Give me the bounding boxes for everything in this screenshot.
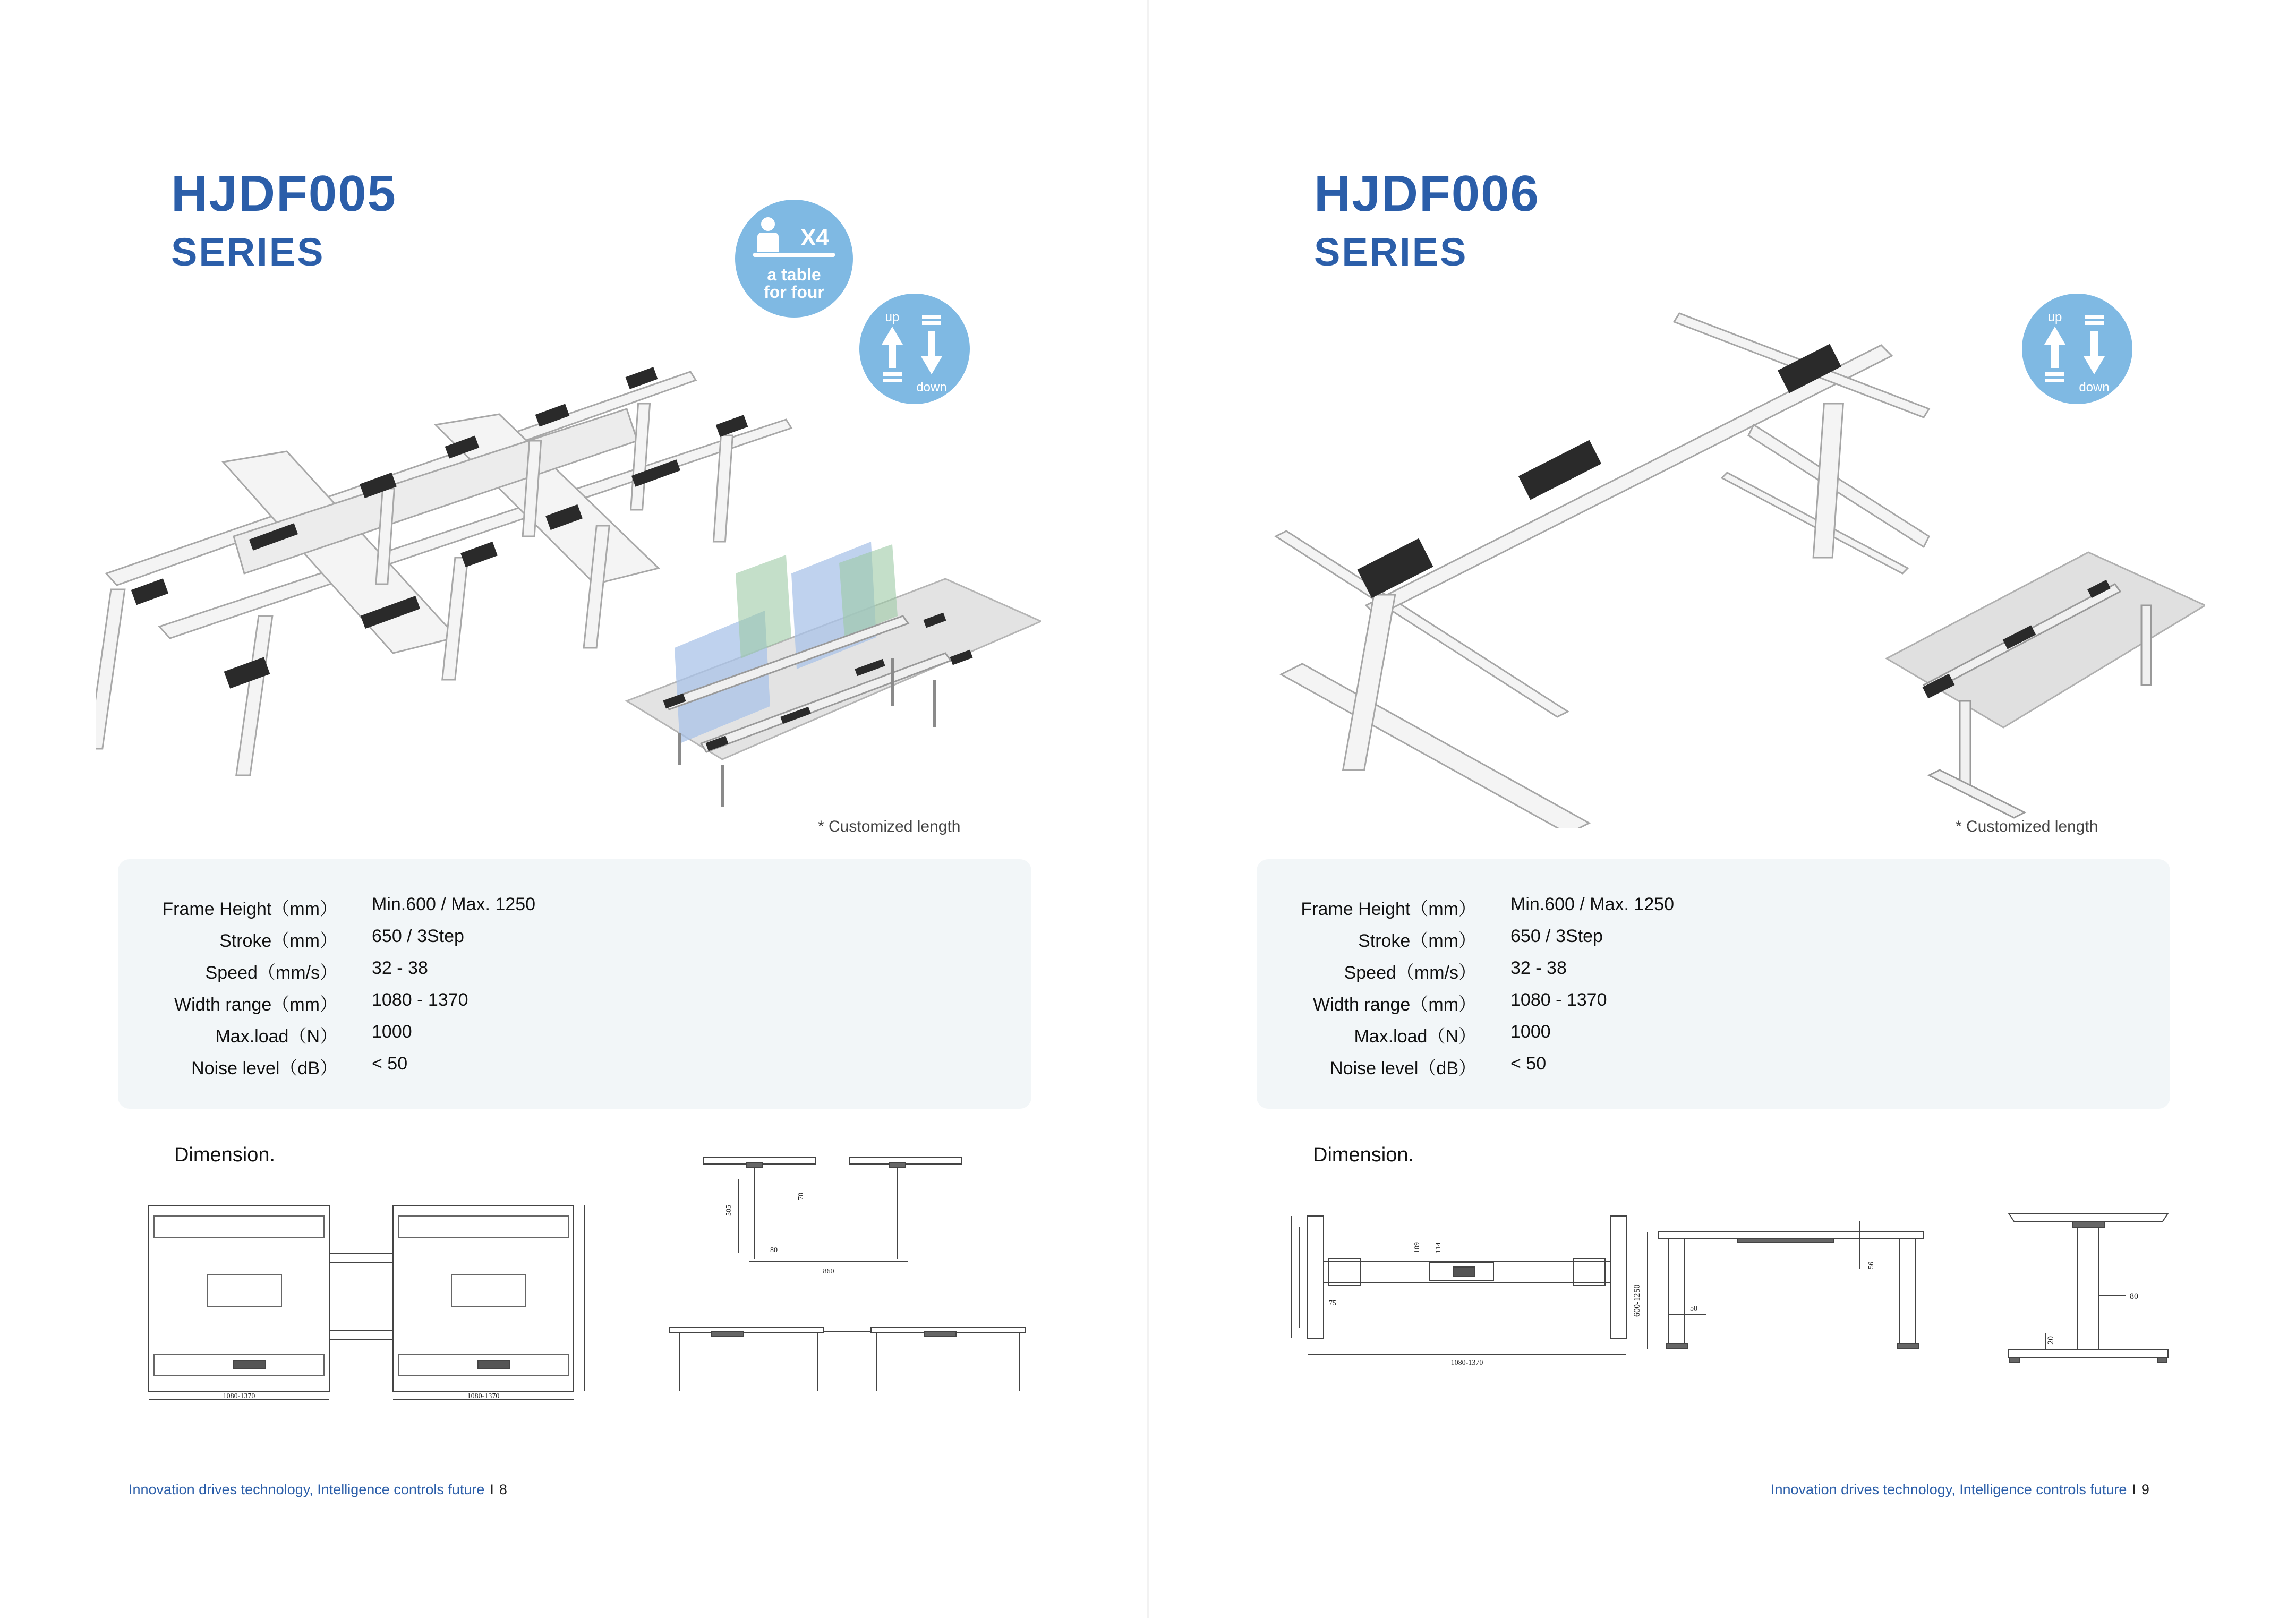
spec-label: Speed（mm/s） [205,963,338,983]
dimension-front-drawing [1600,1211,1940,1381]
spec-row [1257,958,2170,989]
dimension-front-drawing [659,1317,1030,1402]
page-number: 9 [2141,1482,2149,1497]
dimension-heading: Dimension. [174,1144,276,1166]
spec-value: 650 / 3Step [372,926,464,946]
model-title: HJDF006 [1314,165,1540,222]
up-label: up [2047,310,2062,324]
customized-length-note: * Customized length [818,818,961,835]
spec-row [118,1022,1031,1052]
spec-label: Width range（mm） [1313,995,1476,1015]
spec-value: 32 - 38 [1510,958,1567,978]
footer-separator: I [2132,1482,2136,1497]
dimension-height-range-label: 600-1250 [1633,1284,1642,1317]
spec-label: Stroke（mm） [219,931,338,951]
spec-row [1257,1022,2170,1052]
footer-separator: I [490,1482,494,1497]
product-image-desk-frame [1270,308,2205,828]
spec-label: Frame Height（mm） [1301,899,1476,919]
spec-value: 1000 [1510,1022,1551,1042]
spec-label: Max.load（N） [215,1026,338,1047]
spec-value: 1080 - 1370 [1510,990,1607,1010]
spec-label: Noise level（dB） [191,1058,338,1078]
dimension-leg-label: 80 [770,1246,778,1254]
page-footer [1771,1482,2149,1498]
dimension-depth-label: 860 [823,1268,834,1275]
spec-value: 32 - 38 [372,958,428,978]
page-number: 8 [499,1482,507,1497]
capacity-caption-1: a table [767,265,821,284]
dimension-width-label: 1080-1370 [1450,1359,1483,1367]
spec-label: Max.load（N） [1354,1026,1476,1047]
dimension-top-offset-label: 56 [1867,1262,1875,1269]
dimension-height-label: 505 [725,1205,733,1216]
down-label: down [916,380,947,395]
spec-row [118,894,1031,925]
spec-value: Min.600 / Max. 1250 [1510,894,1675,914]
product-image-bench-frame [96,340,1041,818]
spec-label: Stroke（mm） [1358,931,1476,951]
capacity-count: X4 [800,225,829,251]
dimension-side-drawing [696,1147,993,1290]
capacity-caption-2: for four [764,282,824,302]
spec-value: < 50 [1510,1054,1547,1074]
down-label: down [2079,380,2110,395]
spec-row [1257,1054,2170,1084]
spec-label: Speed（mm/s） [1344,963,1476,983]
spec-label: Noise level（dB） [1330,1058,1476,1078]
dimension-width-label: 1080-1370 [223,1392,255,1400]
spec-value: Min.600 / Max. 1250 [372,894,536,914]
spec-row [1257,926,2170,957]
spec-row [118,926,1031,957]
spec-row [118,1054,1031,1084]
dimension-offset-label: 70 [797,1193,805,1200]
spec-panel [1257,859,2170,1109]
dimension-rail-b-label: 114 [1435,1242,1443,1253]
dimension-leg-label: 50 [1690,1305,1697,1313]
spec-value: 1000 [372,1022,412,1042]
spec-value: 1080 - 1370 [372,990,468,1010]
spec-panel [118,859,1031,1109]
spec-row [1257,894,2170,925]
capacity-badge [735,200,853,318]
series-subtitle: SERIES [171,230,325,274]
dimension-rail-a-label: 109 [1413,1242,1421,1253]
customized-length-note: * Customized length [1956,818,2098,835]
up-label: up [885,310,900,324]
dimension-foot-label: 20 [2046,1336,2055,1345]
page-footer [129,1482,507,1498]
dimension-side-offset-label: 75 [1329,1299,1336,1307]
spec-label: Frame Height（mm） [162,899,338,919]
footer-slogan: Innovation drives technology, Intelligence controls future [129,1482,485,1497]
series-subtitle: SERIES [1314,230,1468,274]
spec-value: < 50 [372,1054,408,1074]
spec-label: Width range（mm） [174,995,338,1015]
dimension-heading: Dimension. [1313,1144,1414,1166]
spec-value: 650 / 3Step [1510,926,1603,946]
page-hjdf006 [1148,0,2296,1618]
model-title: HJDF005 [171,165,397,222]
dimension-width-label: 1080-1370 [467,1392,500,1400]
spec-row [118,990,1031,1021]
spec-row [118,958,1031,989]
dimension-side-drawing [1998,1200,2189,1381]
dimension-plan-drawing [143,1195,621,1407]
person-icon [735,200,853,318]
footer-slogan: Innovation drives technology, Intelligence controls future [1771,1482,2127,1497]
dimension-column-label: 80 [2130,1292,2138,1301]
spec-row [1257,990,2170,1021]
